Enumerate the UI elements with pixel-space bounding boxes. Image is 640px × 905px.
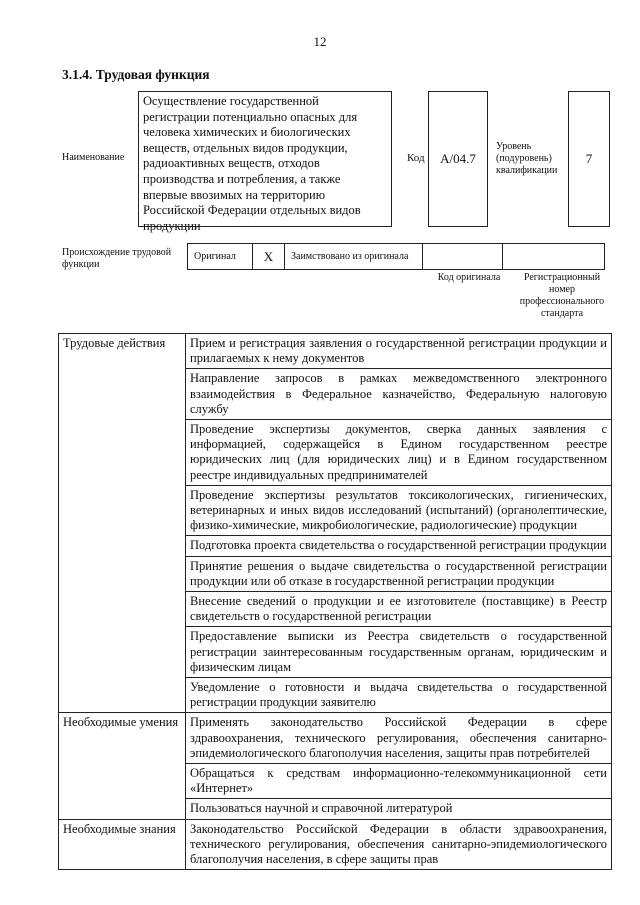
labor-action-item: Прием и регистрация заявления о государственной регистрации продукции и прилагаемых к нему документов	[186, 334, 612, 369]
origin-borrowed-cell: Заимствовано из оригинала	[285, 244, 423, 270]
table-row	[59, 334, 612, 369]
level-value: 7	[585, 151, 593, 166]
code-value: А/04.7	[440, 151, 476, 166]
labor-action-item: Проведение экспертизы документов, сверка данных заявления с информацией, содержащейся в Едином государственном реестре юридических лиц (для юридических лиц) и в Едином государственном реестре индивидуальных предпринимателей	[186, 420, 612, 486]
labor-action-item: Предоставление выписки из Реестра свидетельств о государственной регистрации заинтересованным государственным органам, юридическим и физическим лицам	[186, 627, 612, 678]
labor-action-item: Проведение экспертизы результатов токсикологических, гигиенических, ветеринарных и иных видов исследований (испытаний) (органолептические, физико-химические, микробиологические, радиологические) продукции	[186, 485, 612, 536]
labor-action-item: Подготовка проекта свидетельства о государственной регистрации продукции	[186, 536, 612, 556]
labor-action-item: Уведомление о готовности и выдача свидетельства о государственной регистрации продукции заявителю	[186, 678, 612, 713]
origin-table	[187, 243, 605, 270]
function-details-table	[58, 333, 612, 870]
skills-label: Необходимые умения	[59, 713, 186, 819]
knowledge-item: Законодательство Российской Федерации в области здравоохранения, технического регулирования, обеспечения санитарно-эпидемиологического благополучия населения, в сфере защиты прав	[186, 819, 612, 870]
origin-reg-caption: Регистрационный номер профессионального стандарта	[519, 272, 605, 319]
origin-code-cell	[423, 244, 503, 270]
labor-action-item: Направление запросов в рамках межведомственного электронного взаимодействия в Федеральное казначейство, Федеральную налоговую службу	[186, 369, 612, 420]
labor-action-item: Внесение сведений о продукции и ее изготовителе (поставщике) в Реестр свидетельств о государственной регистрации	[186, 592, 612, 627]
origin-label: Происхождение трудовой функции	[62, 247, 172, 270]
labor-action-item: Принятие решения о выдаче свидетельства о государственной регистрации продукции или об отказе в государственной регистрации продукции	[186, 556, 612, 591]
origin-reg-cell	[503, 244, 605, 270]
code-label: Код	[407, 152, 425, 164]
knowledge-label: Необходимые знания	[59, 819, 186, 870]
level-value-box	[568, 91, 610, 227]
origin-mark-cell: Х	[253, 244, 285, 270]
labor-actions-label: Трудовые действия	[59, 334, 186, 713]
skill-item: Обращаться к средствам информационно-телекоммуникационной сети «Интернет»	[186, 764, 612, 799]
code-value-box	[428, 91, 488, 227]
section-title: 3.1.4. Трудовая функция	[62, 67, 210, 82]
name-label: Наименование	[62, 152, 125, 163]
skill-item: Пользоваться научной и справочной литературой	[186, 799, 612, 819]
origin-code-caption: Код оригинала	[437, 272, 501, 283]
origin-original-cell: Оригинал	[188, 244, 253, 270]
page-number: 12	[313, 34, 327, 49]
function-name-box: Осуществление государственной регистрации потенциально опасных для человека химических и биологических веществ, отдельных видов продукции, радиоактивных веществ, отходов производства и потребления, а также впервые ввозимых на территорию Российской Федерации отдельных видов продукции	[138, 91, 392, 227]
skill-item: Применять законодательство Российской Федерации в сфере здравоохранения, технического регулирования, обеспечения санитарно-эпидемиологического благополучия населения, защиты прав потребителей	[186, 713, 612, 764]
level-label: Уровень (подуровень) квалификации	[496, 141, 558, 176]
table-row	[59, 713, 612, 764]
table-row	[59, 819, 612, 870]
